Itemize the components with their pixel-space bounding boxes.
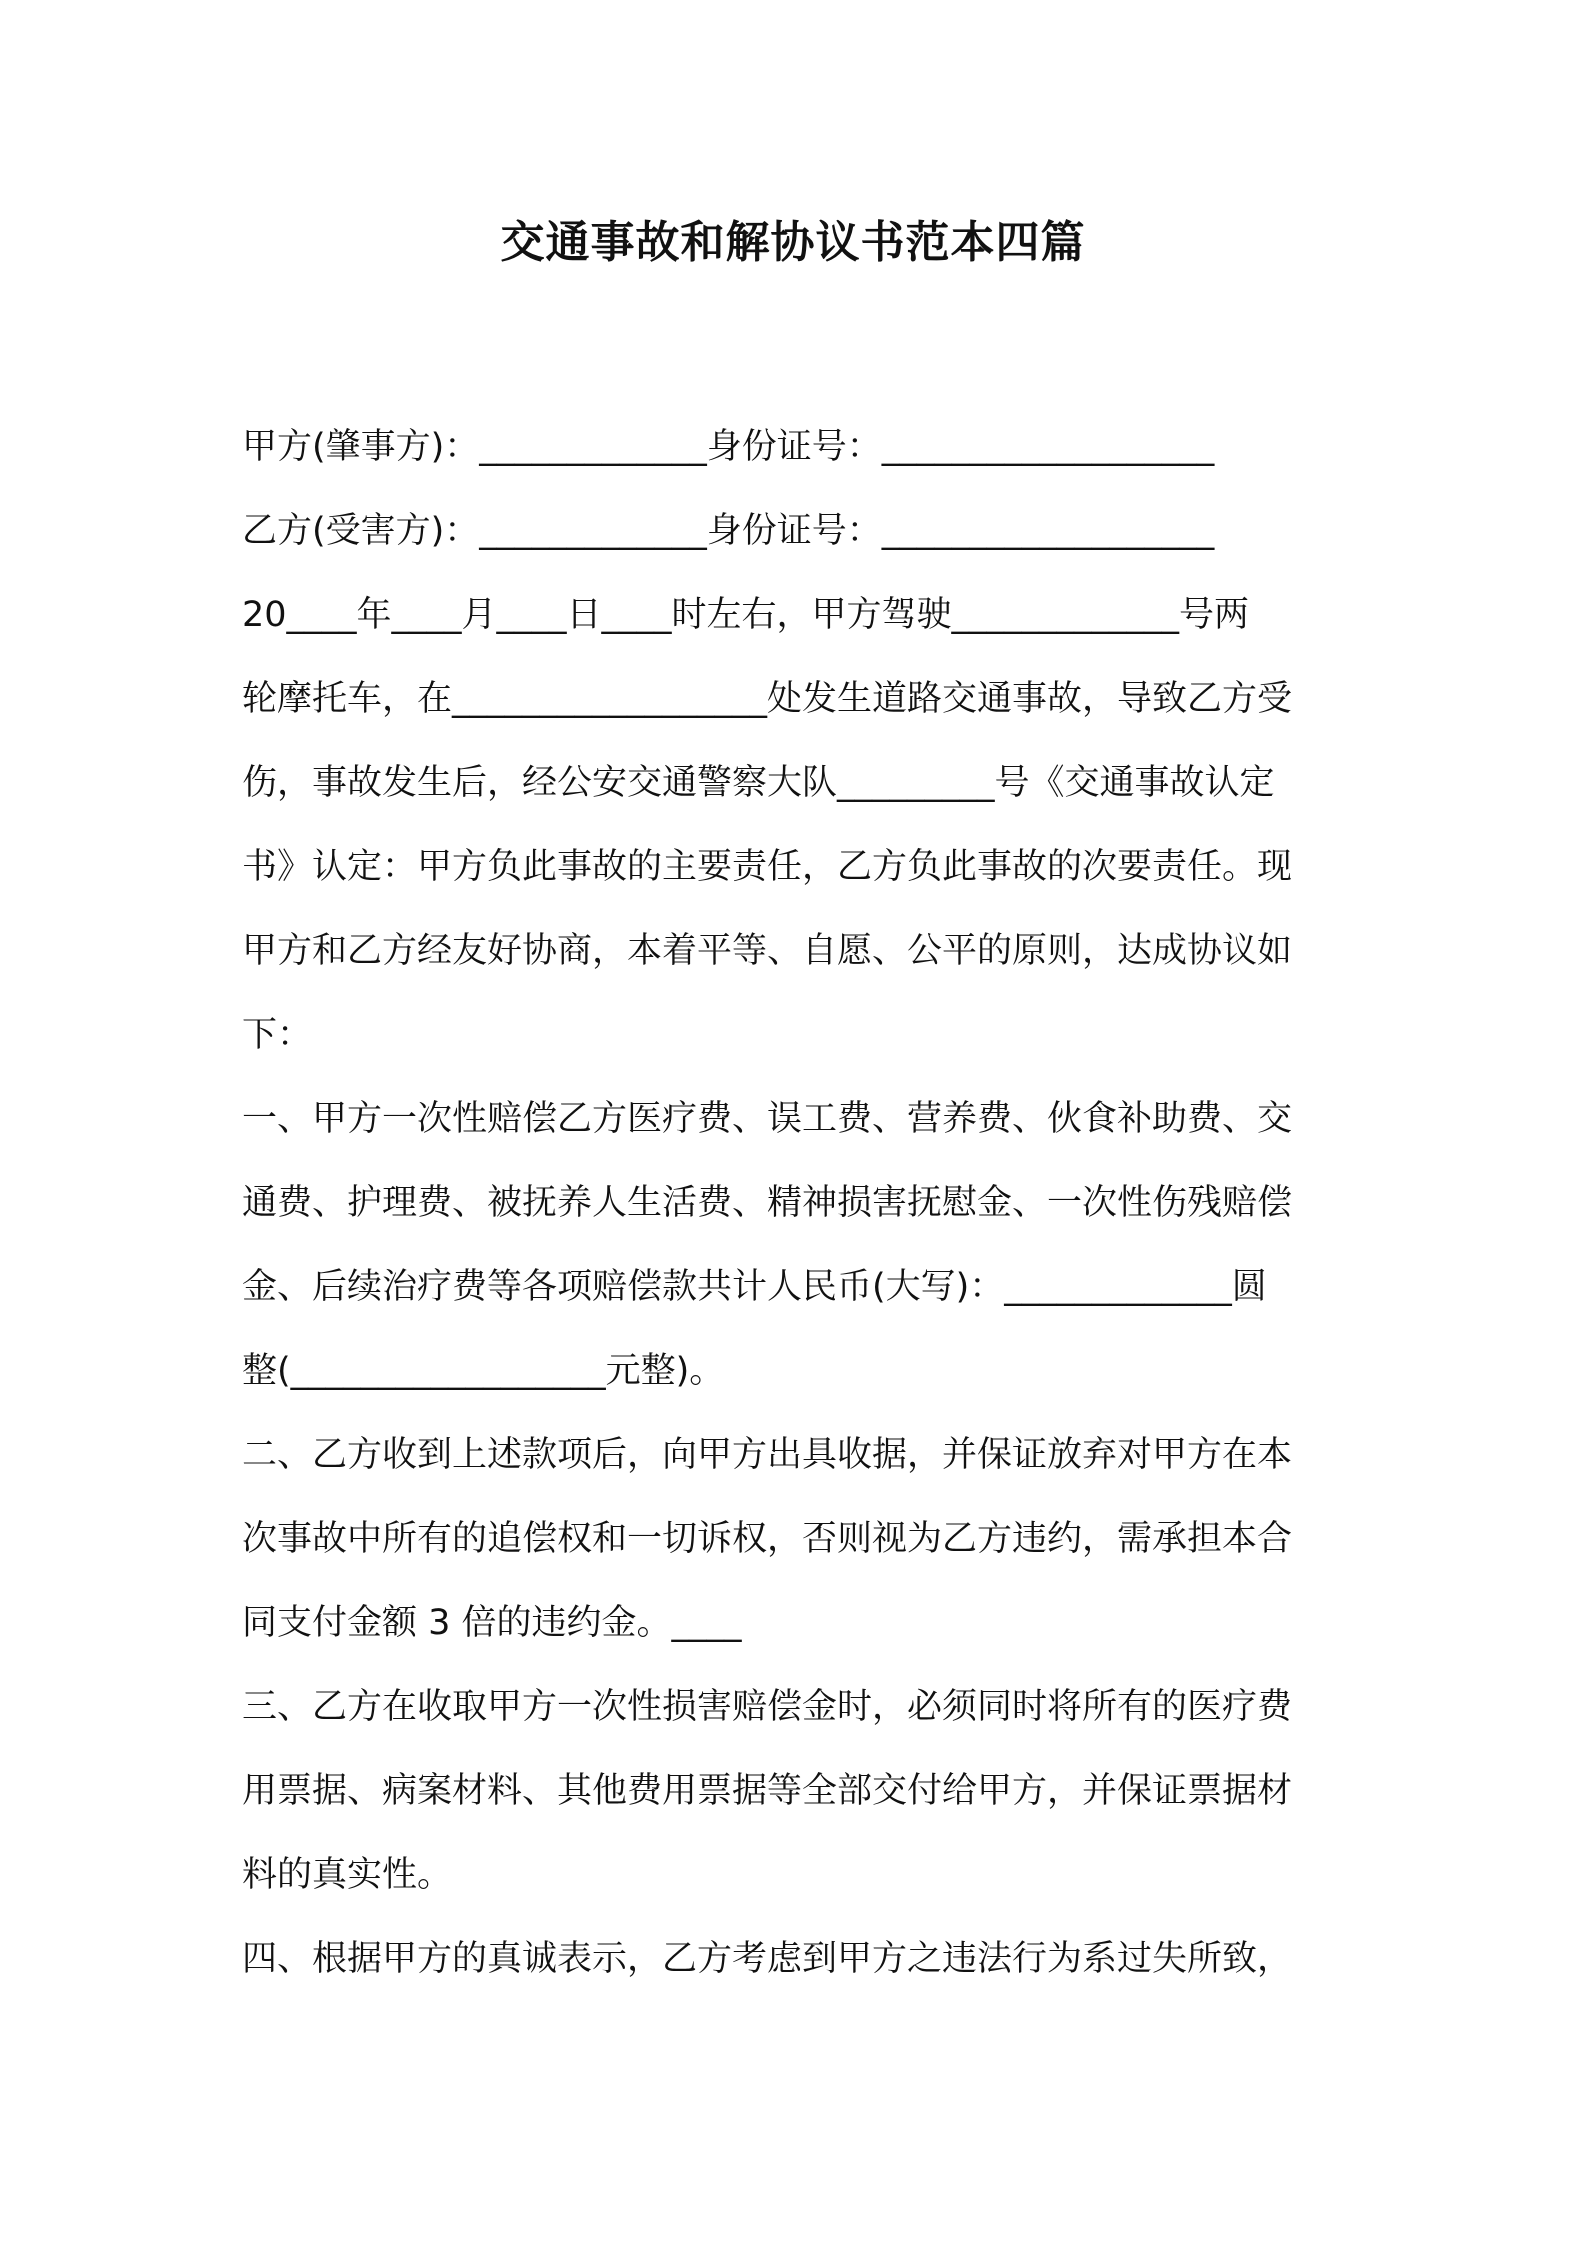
clause-three-line-2: 用票据、病案材料、其他费用票据等全部交付给甲方，并保证票据材 bbox=[242, 1771, 1293, 1811]
clause-one-line-1: 一、甲方一次性赔偿乙方医疗费、误工费、营养费、伙食补助费、交 bbox=[242, 1099, 1293, 1139]
accident-paragraph-line-5: 甲方和乙方经友好协商，本着平等、自愿、公平的原则，达成协议如 bbox=[242, 931, 1293, 971]
clause-one-line-2: 通费、护理费、被抚养人生活费、精神损害抚慰金、一次性伤残赔偿 bbox=[242, 1183, 1293, 1223]
accident-paragraph-line-6: 下： bbox=[242, 1015, 313, 1055]
clause-two-line-2: 次事故中所有的追偿权和一切诉权，否则视为乙方违约，需承担本合 bbox=[242, 1519, 1293, 1559]
accident-paragraph-line-4: 书》认定：甲方负此事故的主要责任，乙方负此事故的次要责任。现 bbox=[242, 847, 1293, 887]
accident-paragraph-line-1: 20____年____月____日____时左右，甲方驾驶_____________号两 bbox=[242, 595, 1250, 635]
clause-two-line-1: 二、乙方收到上述款项后，向甲方出具收据，并保证放弃对甲方在本 bbox=[242, 1435, 1293, 1475]
clause-four-line-1: 四、根据甲方的真诚表示，乙方考虑到甲方之违法行为系过失所致， bbox=[242, 1939, 1293, 1979]
clause-three-line-3: 料的真实性。 bbox=[242, 1855, 453, 1895]
clause-one-line-4: 整(__________________元整)。 bbox=[242, 1351, 725, 1391]
document-title: 交通事故和解协议书范本四篇 bbox=[500, 217, 1086, 268]
clause-three-line-1: 三、乙方在收取甲方一次性损害赔偿金时，必须同时将所有的医疗费 bbox=[242, 1687, 1293, 1727]
accident-paragraph-line-2: 轮摩托车，在__________________处发生道路交通事故，导致乙方受 bbox=[242, 679, 1293, 719]
accident-paragraph-line-3: 伤，事故发生后，经公安交通警察大队_________号《交通事故认定 bbox=[242, 763, 1275, 803]
party-b-line: 乙方(受害方)：_____________身份证号：___________________ bbox=[242, 511, 1215, 551]
clause-one-line-3: 金、后续治疗费等各项赔偿款共计人民币(大写)：_____________圆 bbox=[242, 1267, 1267, 1307]
clause-two-line-3: 同支付金额 3 倍的违约金。____ bbox=[242, 1603, 742, 1643]
document-body bbox=[242, 405, 1357, 2001]
party-a-line: 甲方(肇事方)：_____________身份证号：___________________ bbox=[242, 427, 1215, 467]
